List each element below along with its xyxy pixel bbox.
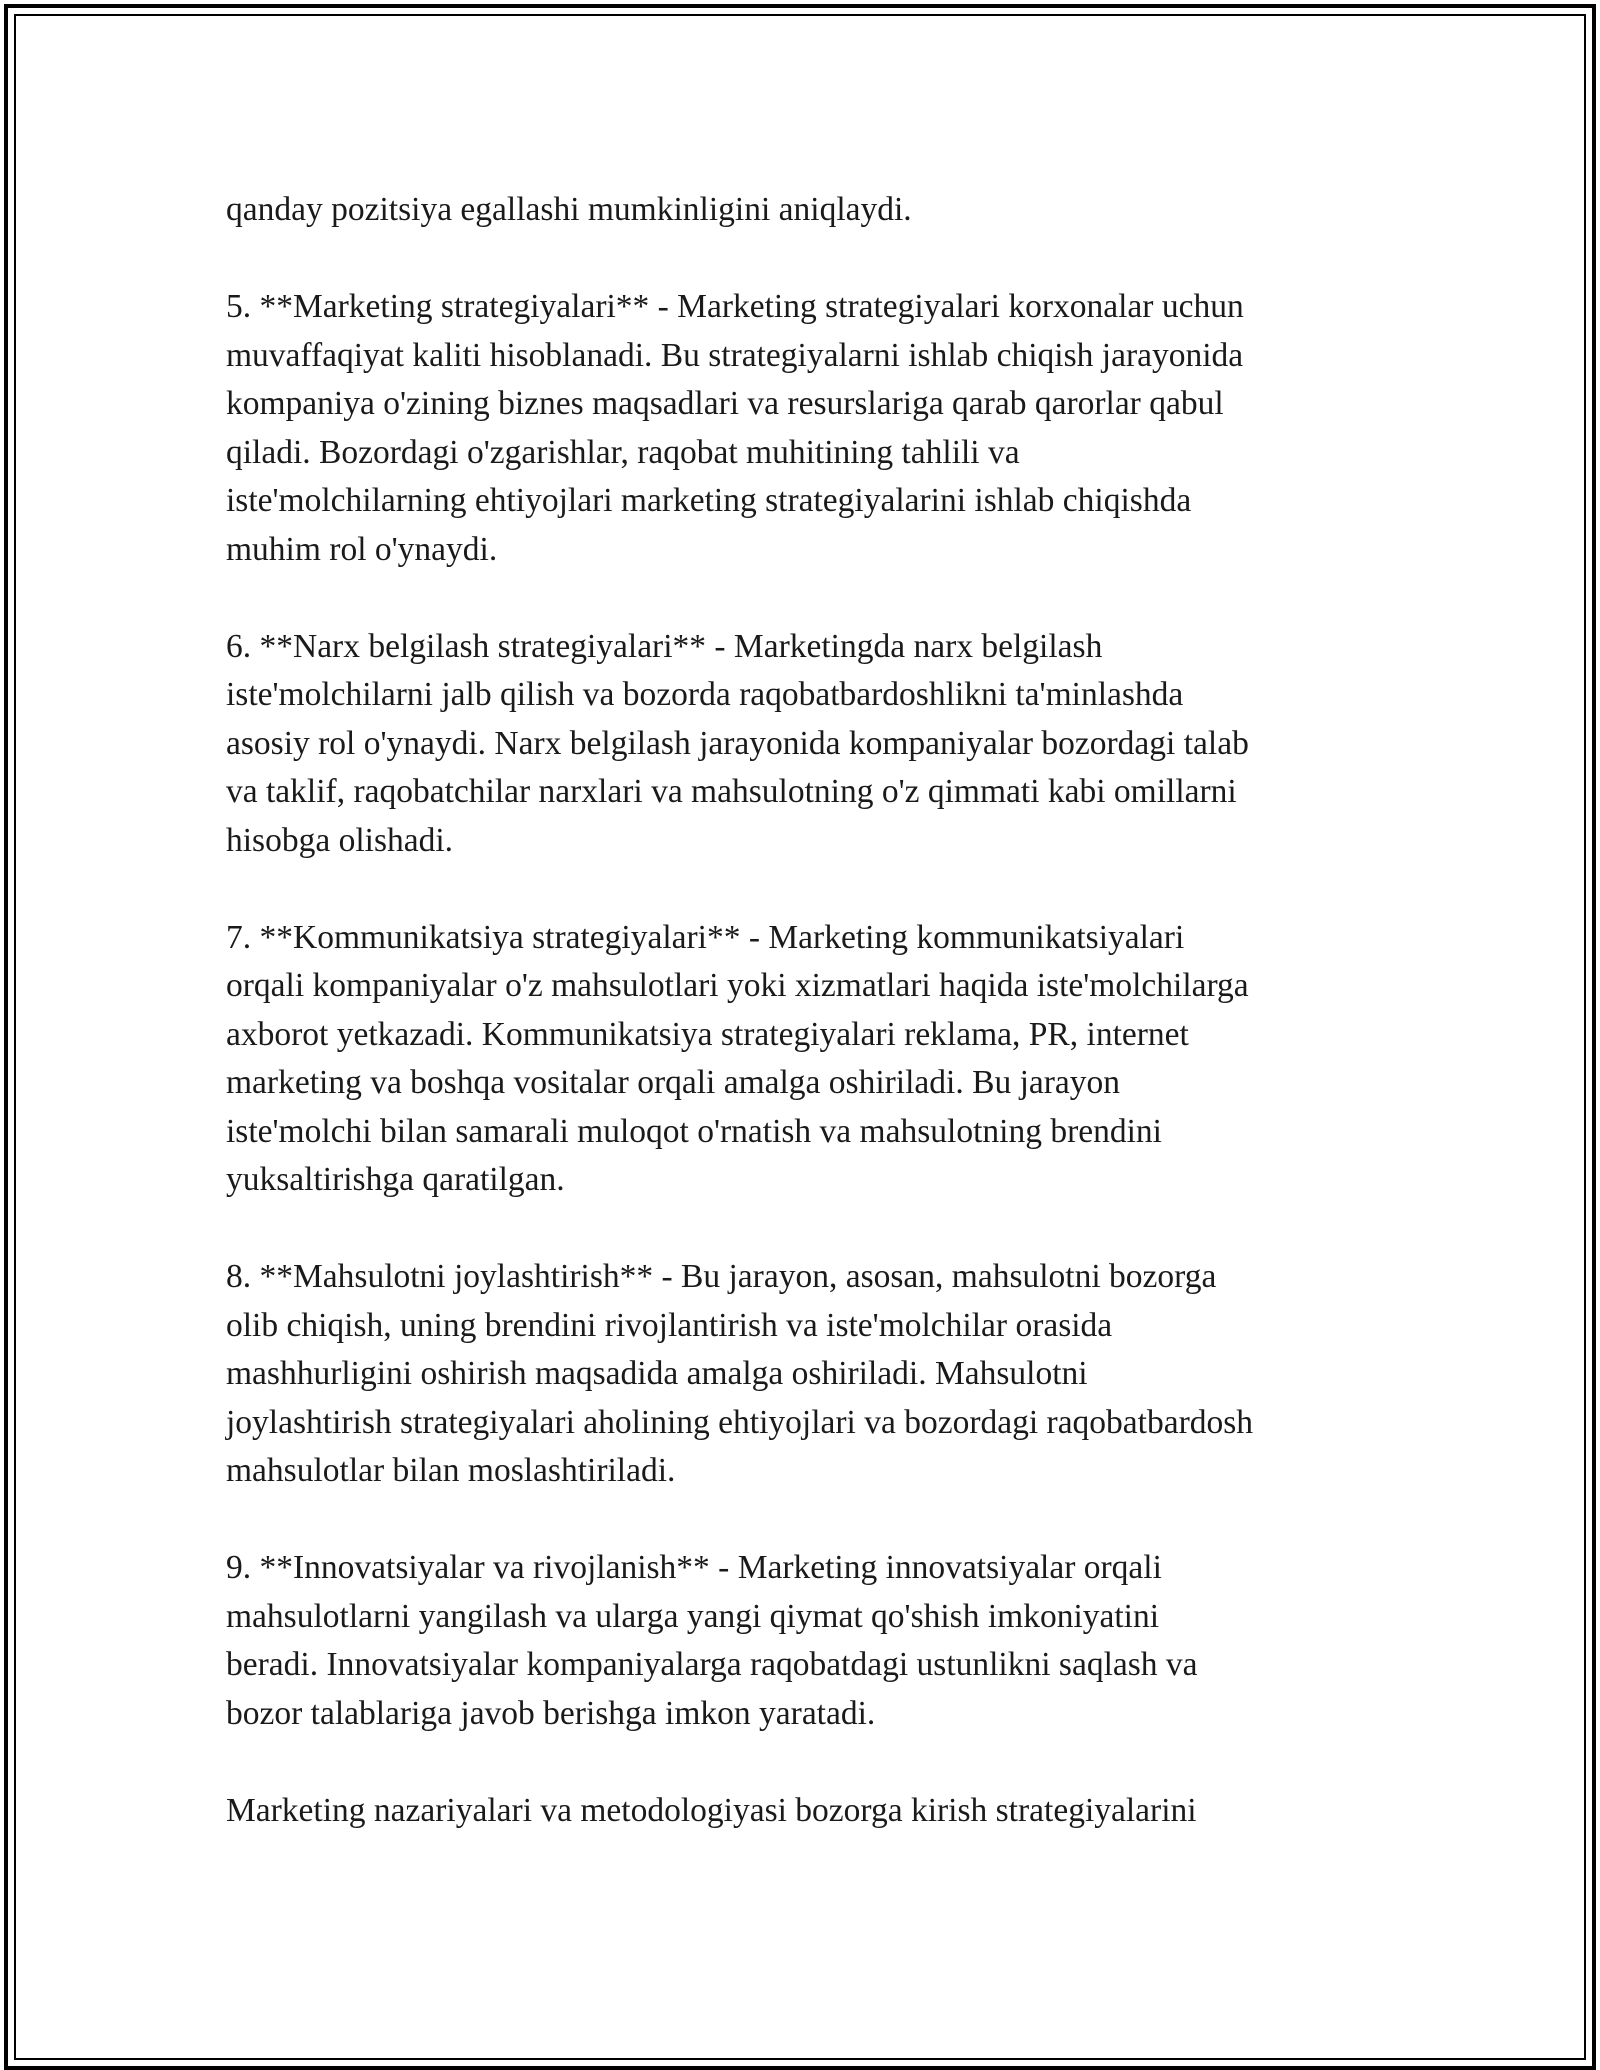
text-line: Marketing nazariyalari va metodologiyasi bozorga kirish strategiyalarini (226, 1791, 1197, 1829)
text-line: 9. **Innovatsiyalar va rivojlanish** - Marketing innovatsiyalar orqali (226, 1549, 1162, 1586)
document-body (226, 186, 1376, 1835)
text-line: iste'molchilarning ehtiyojlari marketing strategiyalarini ishlab chiqishda (226, 482, 1192, 519)
paragraph-continuation (226, 186, 1376, 235)
text-line: hisobga olishadi. (226, 821, 454, 859)
paragraph-item-5 (226, 283, 1376, 574)
text-line: qanday pozitsiya egallashi mumkinligini aniqlaydi. (226, 191, 912, 228)
text-line: mahsulotlar bilan moslashtiriladi. (226, 1452, 676, 1489)
text-line: orqali kompaniyalar o'z mahsulotlari yoki xizmatlari haqida iste'molchilarga (226, 967, 1249, 1004)
text-line: bozor talablariga javob berishga imkon yaratadi. (226, 1694, 876, 1732)
text-line: muhim rol o'ynaydi. (226, 530, 498, 568)
text-line: joylashtirish strategiyalari aholining ehtiyojlari va bozordagi raqobatbardosh (226, 1403, 1254, 1441)
text-line: 7. **Kommunikatsiya strategiyalari** - Marketing kommunikatsiyalari (226, 918, 1185, 956)
text-line: mashhurligini oshirish maqsadida amalga oshiriladi. Mahsulotni (226, 1355, 1088, 1392)
paragraph-item-8 (226, 1253, 1376, 1496)
text-line: asosiy rol o'ynaydi. Narx belgilash jarayonida kompaniyalar bozordagi talab (226, 724, 1249, 762)
text-line: iste'molchi bilan samarali muloqot o'rnatish va mahsulotning brendini (226, 1112, 1162, 1150)
text-line: mahsulotlarni yangilash va ularga yangi qiymat qo'shish imkoniyatini (226, 1597, 1160, 1635)
text-line: 5. **Marketing strategiyalari** - Marketing strategiyalari korxonalar uchun (226, 288, 1244, 325)
text-line: 8. **Mahsulotni joylashtirish** - Bu jarayon, asosan, mahsulotni bozorga (226, 1258, 1217, 1295)
paragraph-item-9 (226, 1544, 1376, 1738)
text-line: qiladi. Bozordagi o'zgarishlar, raqobat muhitining tahlili va (226, 433, 1020, 471)
paragraph-closing (226, 1787, 1376, 1836)
text-line: 6. **Narx belgilash strategiyalari** - Marketingda narx belgilash (226, 627, 1103, 665)
text-line: muvaffaqiyat kaliti hisoblanadi. Bu strategiyalarni ishlab chiqish jarayonida (226, 336, 1244, 374)
text-line: yuksaltirishga qaratilgan. (226, 1161, 565, 1198)
text-line: axborot yetkazadi. Kommunikatsiya strategiyalari reklama, PR, internet (226, 1015, 1189, 1053)
text-line: marketing va boshqa vositalar orqali amalga oshiriladi. Bu jarayon (226, 1064, 1121, 1101)
text-line: beradi. Innovatsiyalar kompaniyalarga raqobatdagi ustunlikni saqlash va (226, 1646, 1198, 1683)
text-line: iste'molchilarni jalb qilish va bozorda raqobatbardoshlikni ta'minlashda (226, 676, 1184, 713)
paragraph-item-6 (226, 623, 1376, 866)
text-line: kompaniya o'zining biznes maqsadlari va resurslariga qarab qarorlar qabul (226, 385, 1224, 422)
paragraph-item-7 (226, 914, 1376, 1205)
text-line: olib chiqish, uning brendini rivojlantirish va iste'molchilar orasida (226, 1306, 1113, 1344)
text-line: va taklif, raqobatchilar narxlari va mahsulotning o'z qimmati kabi omillarni (226, 773, 1237, 810)
